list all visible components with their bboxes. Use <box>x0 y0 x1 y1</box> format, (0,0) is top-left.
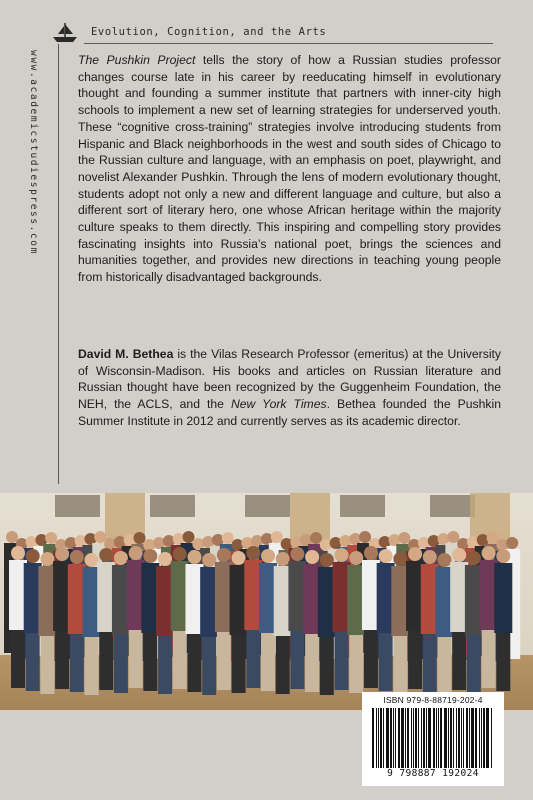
group-photo <box>0 493 533 710</box>
author-bio <box>78 346 501 430</box>
bio-text-2: . Bethea founded the Pushkin Summer Institute in 2012 and currently serves as its academic director. <box>78 397 501 428</box>
bio-text-1: is the Vilas Research Professor (emeritus) at the University of Wisconsin-Madison. His books and articles on Russian literature and Russian thought have been recognized by the Guggenheim Foundation, the NEH, the ACLS, and the <box>78 347 502 412</box>
bio-italic: New York Times <box>230 397 327 412</box>
author-name: David M. Bethea <box>78 347 174 361</box>
isbn-label: ISBN 979-8-88719-202-4 <box>383 695 483 705</box>
isbn-barcode-box <box>362 692 504 786</box>
description-text: tells the story of how a Russian studies professor changes course late in his career by reeducating himself in evolutionary thought and founding a summer institute that partners with inner-city high schools to implement a new set of learning strategies for underserved youth. These “cognitive cross-training” strategies involve introducing students from Hispanic and Black neighborhoods in the west and south sides of Chicago to the Russian culture and language, with an emphasis on poet, playwright, and novelist Alexander Pushkin. Through the lens of modern evolutionary thought, students adopt not only a new and different language and culture, but also a different sort of literary hero, one whose African heritage within the majority culture speaks to them directly. This inspiring and compelling story provides fascinating insights into Russia’s national poet, brings the sciences and humanities together, and provides new directions in teaching young people from historically disadvantaged backgrounds. <box>78 53 501 285</box>
ship-icon <box>50 20 80 46</box>
barcode-icon <box>370 708 496 768</box>
book-description <box>78 52 501 286</box>
barcode-digits: 9 798887 192024 <box>387 768 479 779</box>
series-title: Evolution, Cognition, and the Arts <box>91 26 327 38</box>
publisher-url: www.academicstudiespress.com <box>28 50 39 255</box>
header-divider <box>84 43 493 44</box>
vertical-divider <box>58 44 59 484</box>
book-title: The Pushkin Project <box>78 53 196 67</box>
